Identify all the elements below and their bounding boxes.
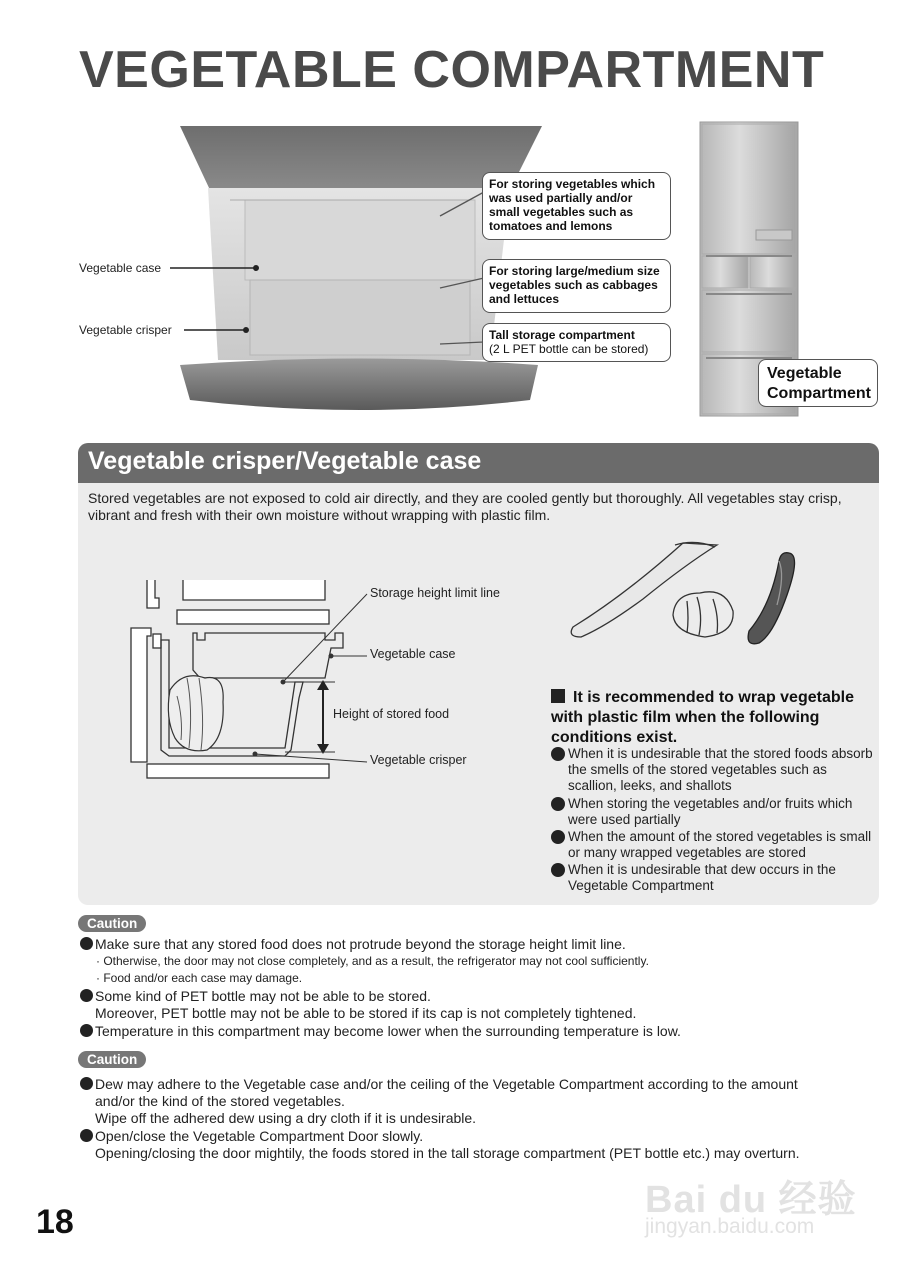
callout-tall-storage-title: Tall storage compartment [489, 328, 635, 342]
vegetables-illustration [565, 535, 805, 655]
callout-vegetable-compartment: Vegetable Compartment [758, 359, 878, 407]
caution-line-continued: Moreover, PET bottle may not be able to be stored if its cap is not completely tightened. [95, 1005, 637, 1021]
page-number: 18 [36, 1203, 74, 1241]
watermark-url: jingyan.baidu.com [645, 1215, 815, 1238]
recommend-item: When it is undesirable that the stored foods absorb the smells of the stored vegetables such as scallion, leeks, and shallots [551, 746, 873, 794]
bullet-icon [551, 797, 565, 811]
label-diagram-vegetable-crisper: Vegetable crisper [370, 753, 467, 767]
caution-line: Temperature in this compartment may become lower when the surrounding temperature is low. [80, 1023, 681, 1040]
section-description: Stored vegetables are not exposed to cold air directly, and they are cooled gently but thoroughly. All vegetables stay crisp, vibrant and fresh with their own moisture without wrapping with plastic film. [88, 490, 842, 523]
caution-line-continued: Wipe off the adhered dew using a dry cloth if it is undesirable. [95, 1110, 477, 1126]
bullet-icon [80, 989, 93, 1002]
bullet-icon [551, 747, 565, 761]
onion-icon [673, 592, 733, 637]
callout-large-vegetables: For storing large/medium size vegetables such as cabbages and lettuces [482, 259, 671, 313]
bullet-icon [80, 1077, 93, 1090]
square-bullet-icon [551, 689, 565, 703]
caution-badge: Caution [78, 915, 146, 932]
label-vegetable-case: Vegetable case [79, 261, 162, 275]
callout-tall-storage [482, 323, 671, 362]
cabbage-icon [168, 676, 223, 751]
label-vegetable-crisper: Vegetable crisper [79, 323, 172, 337]
bullet-icon [80, 937, 93, 950]
recommend-item: When storing the vegetables and/or fruits which were used partially [551, 796, 873, 828]
bullet-icon [551, 830, 565, 844]
bullet-icon [551, 863, 565, 877]
caution-line: Some kind of PET bottle may not be able to be stored. [80, 988, 431, 1005]
caution-line: Dew may adhere to the Vegetable case and/or the ceiling of the Vegetable Compartment according to the amount [80, 1076, 798, 1093]
callout-tall-storage-note: (2 L PET bottle can be stored) [489, 342, 649, 356]
caution-subline: · Otherwise, the door may not close completely, and as a result, the refrigerator may not cool sufficiently. [96, 954, 649, 968]
label-storage-height-limit: Storage height limit line [370, 586, 500, 600]
recommend-item: When it is undesirable that dew occurs in the Vegetable Compartment [551, 862, 873, 894]
caution-badge: Caution [78, 1051, 146, 1068]
callout-small-vegetables: For storing vegetables which was used partially and/or small vegetables such as tomatoes and lemons [482, 172, 671, 240]
page-title: VEGETABLE COMPARTMENT [79, 41, 825, 99]
caution-subline: · Food and/or each case may damage. [96, 971, 303, 985]
label-diagram-vegetable-case: Vegetable case [370, 647, 456, 661]
bullet-icon [80, 1024, 93, 1037]
cucumber-icon [748, 553, 794, 644]
recommendation-heading: It is recommended to wrap vegetable with plastic film when the following conditions exist. [551, 689, 854, 746]
caution-line-continued: Opening/closing the door mightily, the foods stored in the tall storage compartment (PET bottle etc.) may overturn. [95, 1145, 800, 1161]
watermark-logo: Bai du 经验 [645, 1179, 857, 1221]
cross-section-diagram [125, 578, 375, 783]
caution-line-continued: and/or the kind of the stored vegetables. [95, 1093, 345, 1109]
caution-line: Open/close the Vegetable Compartment Door slowly. [80, 1128, 423, 1145]
label-height-of-stored-food: Height of stored food [333, 707, 450, 721]
section-heading: Vegetable crisper/Vegetable case [88, 447, 482, 475]
bullet-icon [80, 1129, 93, 1142]
caution-line: Make sure that any stored food does not protrude beyond the storage height limit line. [80, 936, 626, 953]
recommend-item: When the amount of the stored vegetables is small or many wrapped vegetables are stored [551, 829, 873, 861]
